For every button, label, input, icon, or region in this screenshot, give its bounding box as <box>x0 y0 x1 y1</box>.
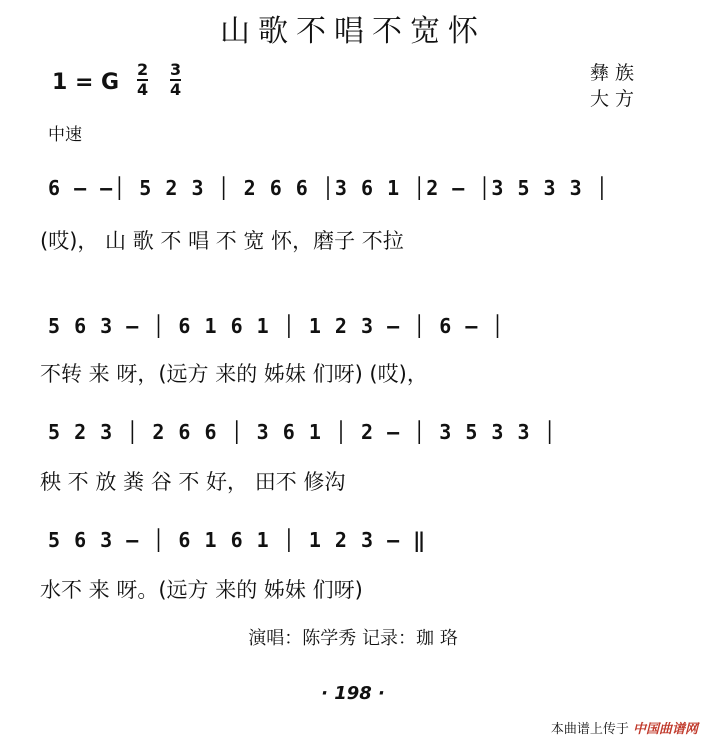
time-1-numerator: 2 <box>137 60 149 79</box>
footer-site[interactable]: 中国曲谱网 <box>632 722 698 737</box>
notation-row-4: 5 6 3 – │ 6 1 6 1 │ 1 2 3 – ‖ <box>48 528 427 552</box>
notation-row-1: 6 – –│ 5 2 3 │ 2 6 6 │3 6 1 │2 – │3 5 3 3 │ <box>48 176 609 200</box>
lyric-row-1: (哎)， 山 歌 不 唱 不 宽 怀，磨子 不拉 <box>40 229 404 253</box>
footer-prefix: 本曲谱上传于 <box>550 722 629 737</box>
credit-region: 大 方 <box>590 88 635 110</box>
key-signature: 1 = G <box>52 70 120 95</box>
notation-row-2: 5 6 3 – │ 6 1 6 1 │ 1 2 3 – │ 6 – │ <box>48 314 505 338</box>
page-number: · 198 · <box>321 683 385 704</box>
footer-watermark <box>551 718 698 737</box>
tempo-marking: 中速 <box>48 125 82 145</box>
time-signature-1 <box>137 62 148 98</box>
time-2-denominator: 4 <box>170 80 182 99</box>
lyric-row-3: 秧 不 放 粪 谷 不 好， 田不 修沟 <box>40 470 346 494</box>
credit-ethnicity: 彝 族 <box>590 62 635 84</box>
notation-row-3: 5 2 3 │ 2 6 6 │ 3 6 1 │ 2 – │ 3 5 3 3 │ <box>48 420 557 444</box>
lyric-row-2: 不转 来 呀，(远方 来的 姊妹 们呀) (哎)， <box>40 362 428 386</box>
time-2-numerator: 3 <box>170 60 182 79</box>
time-1-denominator: 4 <box>137 80 149 99</box>
page-title: 山歌不唱不宽怀 <box>220 14 486 49</box>
lyric-row-4: 水不 来 呀。(远方 来的 姊妹 们呀) <box>40 578 363 602</box>
performer-credit: 演唱：陈学秀 记录：珈 珞 <box>248 628 458 649</box>
time-signature-2 <box>170 62 181 98</box>
